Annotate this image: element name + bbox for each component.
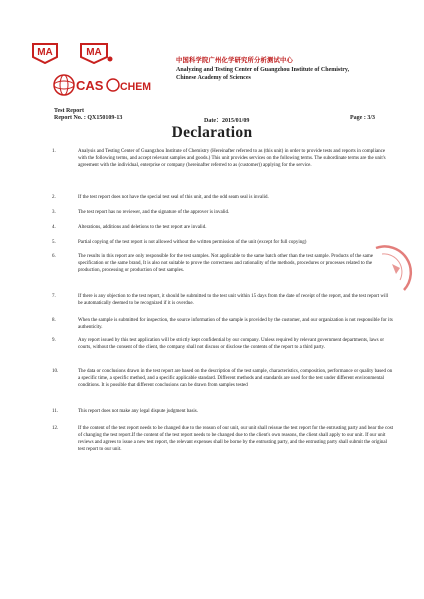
ma-logo-2-text: MA	[86, 47, 102, 58]
item-text: Partial copying of the test report is not allowed without the written permission of the unit (except for full copying)	[78, 240, 307, 245]
logo-group	[30, 42, 170, 107]
page-title: Declaration	[171, 124, 253, 141]
institute-block	[176, 55, 416, 81]
item-text: The results in this report are only responsible for the test samples. Not applicable to the same batch other than the test sample. Products of the same specification or the same brand, It is also not suitable to prove the correctness and rationality of the methods, procedures or processes related to the production, processing or production of test samples.	[78, 254, 373, 273]
report-meta	[54, 108, 394, 123]
cas-logo-text: CAS	[76, 78, 104, 93]
item-number: 12.	[52, 426, 59, 431]
institute-name-en-line1: Analyzing and Testing Center of Guangzhou Institute of Chemistry,	[176, 67, 350, 73]
item-number: 2.	[52, 195, 56, 200]
ma-logo-1-text: MA	[37, 47, 53, 58]
item-number: 9.	[52, 338, 56, 343]
item-number: 3.	[52, 210, 56, 215]
item-number: 5.	[52, 240, 56, 245]
institute-name-en-line2: Chinese Academy of Sciences	[176, 75, 251, 81]
item-number: 6.	[52, 254, 56, 259]
item-text: Alterations, additions and deletions to the test report are invalid.	[78, 225, 207, 230]
chem-logo-text: CHEM	[120, 81, 151, 93]
page-number: Page : 3/3	[350, 115, 375, 121]
item-text: This report does not make any legal dispute judgment basis.	[78, 409, 198, 414]
cas-chem-logo	[52, 72, 152, 98]
seal-stamp	[356, 240, 416, 300]
item-number: 11.	[52, 409, 59, 414]
item-text: If there is any objection to the test report, it should be submitted to the test unit within 15 days from the date of receipt of the report, and the test report will be automatically deemed to be recognized if it is overdue.	[78, 294, 389, 306]
institute-name-cn: 中国科学院广州化学研究所分析测试中心	[176, 57, 293, 64]
ma-logo-1	[30, 42, 60, 64]
item-number: 10.	[52, 369, 59, 374]
item-text: The test report has no reviewer, and the signature of the approver is invalid.	[78, 210, 230, 215]
item-text: Any report issued by this test application will be strictly kept confidential by our company. Unless required by relevant government departments, laws or courts, without the consent of the client, the company shall not discuss or disclose the contents of the report to a third party.	[78, 338, 384, 350]
item-number: 8.	[52, 318, 56, 323]
item-text: Analysis and Testing Center of Guangzhou Institute of Chemistry (Hereinafter referred to as (this unit) in order to provide tests and reports in compliance with the following terms, and accept relevant samples and goods.) This unit provides services on the following terms. The subordinate terms are the unit's agreement with the individual, enterprise or company (hereinafter referred to as (customer)) applying for the service.	[78, 149, 386, 168]
item-number: 7.	[52, 294, 56, 299]
report-date: Date：2015/01/09	[204, 118, 250, 124]
item-number: 4.	[52, 225, 56, 230]
item-number: 1.	[52, 149, 56, 154]
item-text: If the content of the test report needs to be changed due to the reason of our unit, our unit shall reissue the test report for the entrusting party and bear the cost of changing the test report.If the content of the test report needs to be changed due to the client's own reasons, the client shall apply to our unit. If our unit reviews and agrees to issue a new test report, the relevant expenses shall be borne by the entrusting party, and the entrusting party shall submit the original test report to our unit.	[78, 426, 394, 452]
report-number: Report No. : QX150109-13	[54, 115, 123, 121]
ma-logo-2	[78, 42, 114, 64]
item-text: If the test report does not have the special test seal of this unit, and the odd seam seal is invalid.	[78, 195, 269, 200]
item-text: When the sample is submitted for inspection, the source information of the sample is provided by the customer, and our organization is not responsible for its authenticity.	[78, 318, 393, 330]
report-heading: Test Report	[54, 108, 84, 114]
item-text: The data or conclusions drawn in the test report are based on the description of the test sample, characteristics, composition, performance or quality based on a specific time, a specific method, and a specific applicable standard. Different methods and standards are used for the test under different environmental conditions. It is possible that different conclusions can be drawn from samples tested	[78, 369, 393, 388]
